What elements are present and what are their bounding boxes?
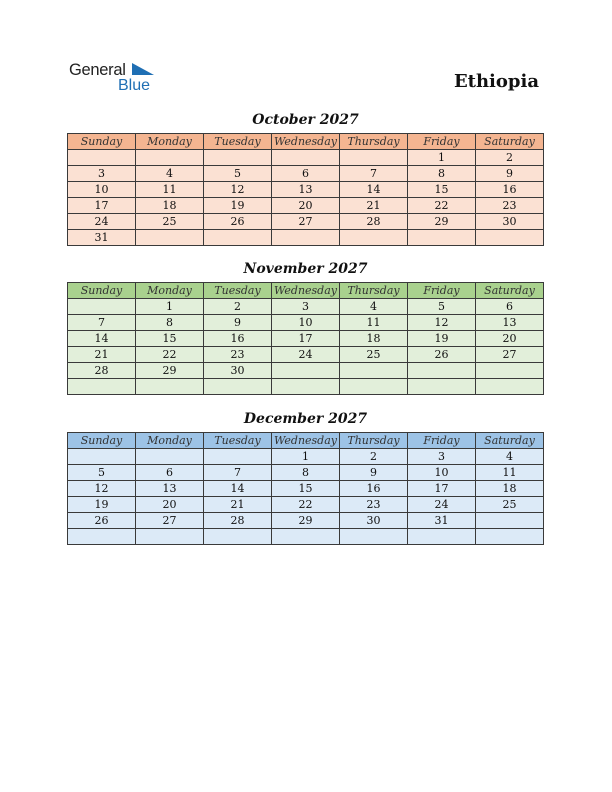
day-cell: 14	[68, 331, 136, 347]
day-cell: 2	[340, 449, 408, 465]
week-row	[68, 481, 544, 497]
weekday-header: Thursday	[340, 134, 408, 150]
generalblue-logo	[69, 61, 169, 97]
day-cell: 11	[476, 465, 544, 481]
day-cell: 17	[272, 331, 340, 347]
week-row	[68, 166, 544, 182]
day-cell	[408, 379, 476, 395]
week-row	[68, 315, 544, 331]
day-cell: 13	[476, 315, 544, 331]
day-cell: 25	[476, 497, 544, 513]
day-cell: 28	[68, 363, 136, 379]
day-cell: 6	[136, 465, 204, 481]
day-cell: 5	[68, 465, 136, 481]
day-cell: 5	[408, 299, 476, 315]
day-cell: 14	[204, 481, 272, 497]
week-row	[68, 363, 544, 379]
day-cell: 30	[340, 513, 408, 529]
day-cell: 1	[408, 150, 476, 166]
week-row	[68, 347, 544, 363]
day-cell	[204, 150, 272, 166]
weekday-header: Wednesday	[272, 134, 340, 150]
month-title: October 2027	[252, 112, 359, 128]
day-cell: 27	[476, 347, 544, 363]
day-cell: 11	[136, 182, 204, 198]
week-row	[68, 379, 544, 395]
day-cell: 11	[340, 315, 408, 331]
weekday-header: Saturday	[476, 283, 544, 299]
weekday-header: Sunday	[68, 134, 136, 150]
day-cell: 13	[136, 481, 204, 497]
day-cell: 31	[408, 513, 476, 529]
weekday-header: Tuesday	[204, 433, 272, 449]
day-cell	[136, 449, 204, 465]
day-cell: 9	[204, 315, 272, 331]
day-cell: 10	[68, 182, 136, 198]
day-cell: 27	[272, 214, 340, 230]
week-row	[68, 230, 544, 246]
day-cell	[68, 379, 136, 395]
day-cell: 19	[204, 198, 272, 214]
week-row	[68, 150, 544, 166]
day-cell: 27	[136, 513, 204, 529]
day-cell: 3	[408, 449, 476, 465]
day-cell: 7	[68, 315, 136, 331]
day-cell: 8	[136, 315, 204, 331]
day-cell: 23	[204, 347, 272, 363]
day-cell: 18	[136, 198, 204, 214]
day-cell: 17	[68, 198, 136, 214]
week-row	[68, 497, 544, 513]
day-cell: 8	[272, 465, 340, 481]
day-cell	[272, 379, 340, 395]
day-cell: 21	[68, 347, 136, 363]
day-cell: 2	[204, 299, 272, 315]
day-cell: 3	[68, 166, 136, 182]
day-cell: 2	[476, 150, 544, 166]
day-cell	[340, 529, 408, 545]
weekday-header-row	[68, 433, 544, 449]
day-cell	[204, 379, 272, 395]
week-row	[68, 513, 544, 529]
day-cell: 6	[272, 166, 340, 182]
day-cell: 29	[272, 513, 340, 529]
day-cell: 4	[476, 449, 544, 465]
day-cell: 18	[340, 331, 408, 347]
weekday-header: Monday	[136, 134, 204, 150]
day-cell: 22	[408, 198, 476, 214]
day-cell: 22	[136, 347, 204, 363]
day-cell: 26	[408, 347, 476, 363]
day-cell: 25	[340, 347, 408, 363]
day-cell: 10	[272, 315, 340, 331]
day-cell: 15	[272, 481, 340, 497]
day-cell	[340, 150, 408, 166]
day-cell: 26	[68, 513, 136, 529]
day-cell	[272, 230, 340, 246]
weekday-header: Saturday	[476, 433, 544, 449]
day-cell: 9	[476, 166, 544, 182]
week-row	[68, 299, 544, 315]
day-cell: 21	[340, 198, 408, 214]
day-cell: 23	[476, 198, 544, 214]
weekday-header: Tuesday	[204, 283, 272, 299]
day-cell: 31	[68, 230, 136, 246]
day-cell	[68, 299, 136, 315]
day-cell: 26	[204, 214, 272, 230]
month-calendar-table	[67, 133, 544, 246]
month-calendar-table	[67, 282, 544, 395]
weekday-header: Thursday	[340, 283, 408, 299]
day-cell	[136, 529, 204, 545]
day-cell: 18	[476, 481, 544, 497]
weekday-header: Sunday	[68, 283, 136, 299]
weekday-header: Wednesday	[272, 433, 340, 449]
day-cell	[408, 529, 476, 545]
day-cell: 25	[136, 214, 204, 230]
weekday-header: Sunday	[68, 433, 136, 449]
day-cell: 12	[68, 481, 136, 497]
day-cell: 28	[204, 513, 272, 529]
day-cell: 13	[272, 182, 340, 198]
day-cell	[476, 529, 544, 545]
weekday-header: Wednesday	[272, 283, 340, 299]
day-cell	[136, 150, 204, 166]
day-cell: 16	[476, 182, 544, 198]
week-row	[68, 198, 544, 214]
day-cell: 30	[476, 214, 544, 230]
week-row	[68, 182, 544, 198]
day-cell: 12	[204, 182, 272, 198]
week-row	[68, 214, 544, 230]
weekday-header: Friday	[408, 134, 476, 150]
weekday-header: Friday	[408, 433, 476, 449]
day-cell: 16	[204, 331, 272, 347]
weekday-header-row	[68, 134, 544, 150]
week-row	[68, 449, 544, 465]
day-cell: 29	[408, 214, 476, 230]
weekday-header: Monday	[136, 283, 204, 299]
day-cell: 4	[136, 166, 204, 182]
month-calendar-table	[67, 432, 544, 545]
day-cell	[68, 449, 136, 465]
weekday-header: Tuesday	[204, 134, 272, 150]
day-cell: 21	[204, 497, 272, 513]
day-cell	[204, 449, 272, 465]
day-cell: 30	[204, 363, 272, 379]
week-row	[68, 331, 544, 347]
day-cell	[476, 379, 544, 395]
day-cell: 28	[340, 214, 408, 230]
day-cell: 19	[68, 497, 136, 513]
month-title: November 2027	[243, 261, 368, 277]
day-cell: 10	[408, 465, 476, 481]
day-cell	[204, 230, 272, 246]
day-cell	[408, 230, 476, 246]
day-cell	[476, 513, 544, 529]
day-cell: 24	[68, 214, 136, 230]
day-cell: 22	[272, 497, 340, 513]
day-cell: 9	[340, 465, 408, 481]
week-row	[68, 465, 544, 481]
day-cell: 7	[340, 166, 408, 182]
day-cell: 12	[408, 315, 476, 331]
day-cell	[340, 363, 408, 379]
day-cell	[272, 150, 340, 166]
day-cell: 3	[272, 299, 340, 315]
day-cell	[68, 150, 136, 166]
day-cell: 1	[136, 299, 204, 315]
day-cell: 8	[408, 166, 476, 182]
logo-text-general: General	[69, 61, 126, 79]
day-cell	[136, 379, 204, 395]
day-cell: 20	[476, 331, 544, 347]
day-cell: 7	[204, 465, 272, 481]
day-cell	[204, 529, 272, 545]
day-cell	[272, 363, 340, 379]
day-cell	[476, 363, 544, 379]
day-cell	[68, 529, 136, 545]
weekday-header: Monday	[136, 433, 204, 449]
logo-text-blue: Blue	[118, 77, 151, 94]
day-cell: 23	[340, 497, 408, 513]
day-cell: 15	[408, 182, 476, 198]
day-cell	[340, 230, 408, 246]
country-title: Ethiopia	[453, 71, 539, 92]
day-cell: 5	[204, 166, 272, 182]
day-cell: 16	[340, 481, 408, 497]
day-cell: 6	[476, 299, 544, 315]
month-title: December 2027	[243, 411, 368, 427]
logo-flag-icon	[132, 63, 154, 77]
day-cell: 17	[408, 481, 476, 497]
day-cell	[408, 363, 476, 379]
weekday-header: Saturday	[476, 134, 544, 150]
day-cell: 4	[340, 299, 408, 315]
day-cell: 24	[272, 347, 340, 363]
day-cell: 20	[272, 198, 340, 214]
weekday-header-row	[68, 283, 544, 299]
day-cell	[272, 529, 340, 545]
day-cell: 14	[340, 182, 408, 198]
day-cell	[340, 379, 408, 395]
day-cell: 20	[136, 497, 204, 513]
day-cell	[136, 230, 204, 246]
day-cell: 15	[136, 331, 204, 347]
day-cell: 29	[136, 363, 204, 379]
day-cell: 19	[408, 331, 476, 347]
day-cell	[476, 230, 544, 246]
day-cell: 24	[408, 497, 476, 513]
weekday-header: Thursday	[340, 433, 408, 449]
week-row	[68, 529, 544, 545]
weekday-header: Friday	[408, 283, 476, 299]
day-cell: 1	[272, 449, 340, 465]
